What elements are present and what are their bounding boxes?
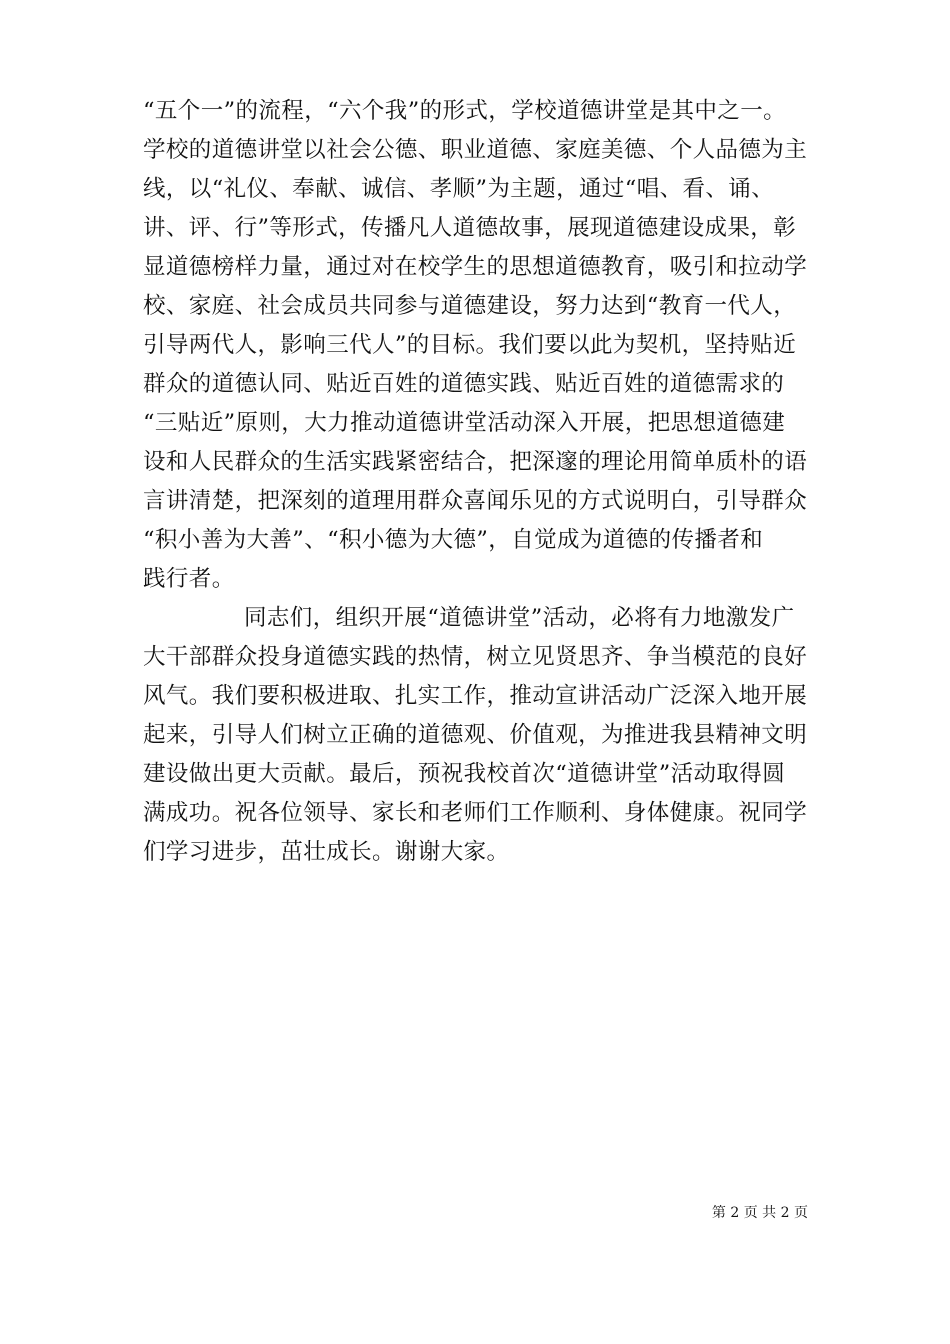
- paragraph-1: [143, 92, 823, 599]
- text-line: 起来，引导人们树立正确的道德观、价值观，为推进我县精神文明: [143, 722, 808, 748]
- text-line-indented: 同志们，组织开展“道德讲堂”活动，必将有力地激发广: [244, 605, 795, 631]
- text-line: “积小善为大善”、“积小德为大德”，自觉成为道德的传播者和: [143, 527, 764, 553]
- text-line: “五个一”的流程，“六个我”的形式，学校道德讲堂是其中之一。: [143, 98, 787, 124]
- text-line: 满成功。祝各位领导、家长和老师们工作顺利、身体健康。祝同学: [143, 800, 808, 826]
- text-line: 践行者。: [143, 566, 235, 592]
- text-line: “三贴近”原则，大力推动道德讲堂活动深入开展，把思想道德建: [143, 410, 786, 436]
- text-line: 讲、评、行”等形式，传播凡人道德故事，展现道德建设成果，彰: [143, 215, 797, 241]
- text-line: 风气。我们要积极进取、扎实工作，推动宣讲活动广泛深入地开展: [143, 683, 808, 709]
- text-line: 校、家庭、社会成员共同参与道德建设，努力达到“教育一代人，: [143, 293, 797, 319]
- document-body: [143, 92, 823, 872]
- page-number-footer: 第 2 页 共 2 页: [711, 1205, 808, 1221]
- text-line: 群众的道德认同、贴近百姓的道德实践、贴近百姓的道德需求的: [143, 371, 785, 397]
- text-line: 学校的道德讲堂以社会公德、职业道德、家庭美德、个人品德为主: [143, 137, 808, 163]
- text-line: 大干部群众投身道德实践的热情，树立见贤思齐、争当模范的良好: [143, 644, 808, 670]
- text-line: 建设做出更大贡献。最后，预祝我校首次“道德讲堂”活动取得圆: [143, 761, 786, 787]
- text-line: 线，以“礼仪、奉献、诚信、孝顺”为主题，通过“唱、看、诵、: [143, 176, 775, 202]
- text-line: 言讲清楚，把深刻的道理用群众喜闻乐见的方式说明白，引导群众: [143, 488, 808, 514]
- text-line: 们学习进步，茁壮成长。谢谢大家。: [143, 839, 510, 865]
- text-line: 引导两代人，影响三代人”的目标。我们要以此为契机，坚持贴近: [143, 332, 797, 358]
- paragraph-2: [143, 599, 823, 872]
- text-line: 显道德榜样力量，通过对在校学生的思想道德教育，吸引和拉动学: [143, 254, 808, 280]
- text-line: 设和人民群众的生活实践紧密结合，把深邃的理论用简单质朴的语: [143, 449, 808, 475]
